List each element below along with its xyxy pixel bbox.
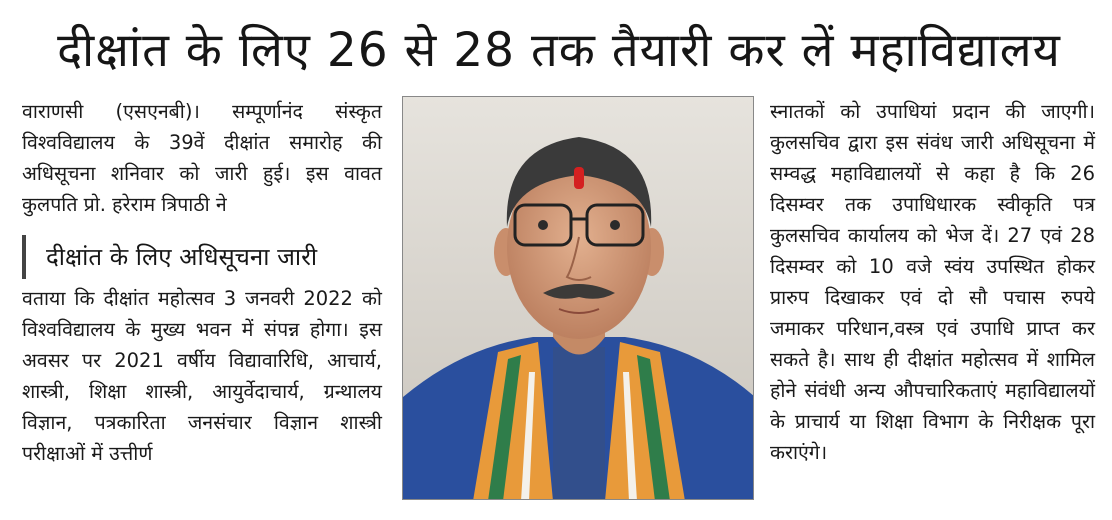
- right-paragraph: स्नातकों को उपाधियां प्रदान की जाएगी। कुलसचिव द्वारा इस संवंध जारी अधिसूचना में सम्वद्ध महाविद्यालयों से कहा है कि 26 दिसम्वर तक उपाधिधारक स्वीकृति पत्र कुलसचिव कार्यालय को भेज दें। 27 एवं 28 दिसम्वर को 10 वजे स्वंय उपस्थित होकर प्रारुप दिखाकर एवं दो सौ पचास रुपये जमाकर परिधान,वस्त्र एवं उपाधि प्राप्त कर सकते है। साथ ही दीक्षांत महोत्सव में शामिल होने संवंधी अन्य औपचारिकताएं महाविद्यालयों के प्राचार्य या शिक्षा विभाग के निरीक्षक पूरा कराएंगे।: [770, 100, 1095, 464]
- article-left-top: [22, 96, 382, 220]
- headline: दीक्षांत के लिए 26 से 28 तक तैयारी कर लें महाविद्यालय: [57, 23, 1061, 78]
- portrait-photo: [402, 96, 754, 500]
- article-left-bottom: [22, 283, 382, 469]
- article-right: [770, 96, 1095, 468]
- subheadline: दीक्षांत के लिए अधिसूचना जारी: [22, 235, 382, 279]
- left-bottom-paragraph: वताया कि दीक्षांत महोत्सव 3 जनवरी 2022 को विश्वविद्यालय के मुख्य भवन में संपन्न होगा। इस अवसर पर 2021 वर्षीय विद्यावारिधि, आचार्य, शास्त्री, शिक्षा शास्त्री, आयुर्वेदाचार्य, ग्रन्थालय विज्ञान, पत्रकारिता जनसंचार विज्ञान शास्त्री परीक्षाओं में उत्तीर्ण: [22, 287, 382, 465]
- left-top-paragraph: वाराणसी (एसएनबी)। सम्पूर्णानंद संस्कृत विश्वविद्यालय के 39वें दीक्षांत समारोह की अधिसूचना शनिवार को जारी हुई। इस वावत कुलपति प्रो. हरेराम त्रिपाठी ने: [22, 100, 382, 216]
